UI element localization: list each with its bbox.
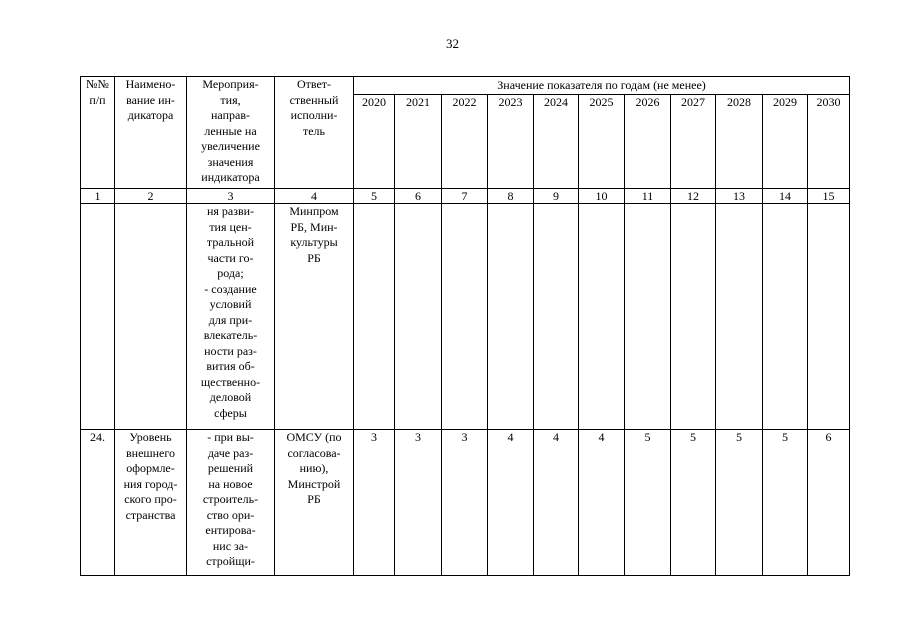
header-year: 2024 [534,95,579,189]
column-number: 5 [354,189,395,204]
row-indicator-name [115,204,187,430]
row-value [488,204,534,430]
header-year: 2027 [671,95,716,189]
header-year: 2028 [716,95,763,189]
row-value [442,204,488,430]
row-value [763,204,808,430]
row-value: 3 [442,430,488,576]
row-value: 6 [808,430,850,576]
row-value: 4 [534,430,579,576]
column-number: 12 [671,189,716,204]
row-value: 4 [579,430,625,576]
row-value: 5 [625,430,671,576]
header-year: 2023 [488,95,534,189]
column-number: 4 [275,189,354,204]
row-value: 4 [488,430,534,576]
row-number: 24. [81,430,115,576]
row-value: 5 [763,430,808,576]
column-number: 2 [115,189,187,204]
row-value [716,204,763,430]
column-number: 13 [716,189,763,204]
column-numbers-row [81,189,850,204]
header-year: 2026 [625,95,671,189]
row-value [808,204,850,430]
header-year: 2022 [442,95,488,189]
row-measures: ня разви- тия цен- тральной части го- рода; - создание условий для при- влекатель- ности раз- вития об- щественно- деловой сферы [187,204,275,430]
row-value: 5 [671,430,716,576]
row-value [354,204,395,430]
row-measures: - при вы- даче раз- решений на новое строитель- ство ори- ентирова- нис за- стройщи- [187,430,275,576]
column-number: 7 [442,189,488,204]
row-value [534,204,579,430]
row-number [81,204,115,430]
row-value [395,204,442,430]
row-value: 3 [354,430,395,576]
column-number: 8 [488,189,534,204]
header-year: 2020 [354,95,395,189]
column-number: 10 [579,189,625,204]
header-responsible: Ответ- ственный исполни- тель [275,77,354,189]
row-indicator-name: Уровень внешнего оформле- ния город- ского про- странства [115,430,187,576]
table-row [81,204,850,430]
row-value [671,204,716,430]
column-number: 11 [625,189,671,204]
header-year: 2030 [808,95,850,189]
column-number: 9 [534,189,579,204]
column-number: 6 [395,189,442,204]
header-row [81,77,850,95]
header-number: №№ п/п [81,77,115,189]
column-number: 3 [187,189,275,204]
column-number: 14 [763,189,808,204]
row-value [579,204,625,430]
column-number: 1 [81,189,115,204]
table-row [81,430,850,576]
header-year: 2029 [763,95,808,189]
row-responsible: ОМСУ (по согласова- нию), Минстрой РБ [275,430,354,576]
header-indicator-name: Наимено- вание ин- дикатора [115,77,187,189]
header-years-title: Значение показателя по годам (не менее) [354,77,850,95]
row-value: 5 [716,430,763,576]
row-value: 3 [395,430,442,576]
column-number: 15 [808,189,850,204]
header-measures: Мероприя- тия, направ- ленные на увеличение значения индикатора [187,77,275,189]
row-responsible: Минпром РБ, Мин- культуры РБ [275,204,354,430]
header-year: 2025 [579,95,625,189]
header-year: 2021 [395,95,442,189]
page-number: 32 [446,36,459,51]
row-value [625,204,671,430]
indicator-table [80,76,850,576]
